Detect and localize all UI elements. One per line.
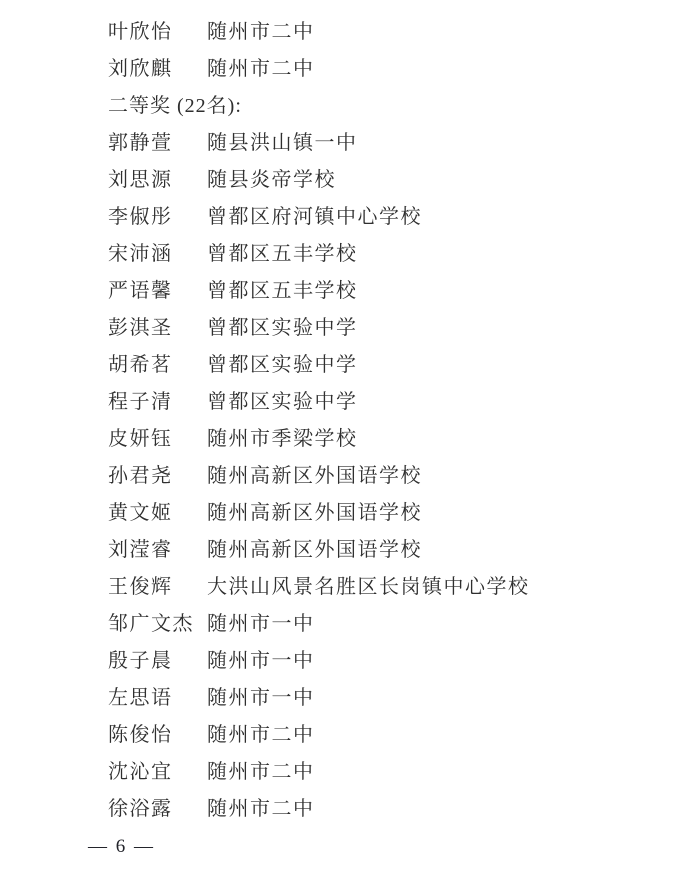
award-entry-row <box>108 418 700 455</box>
award-entry-row <box>108 233 700 270</box>
student-name: 孙君尧 <box>108 465 173 487</box>
award-entry-row <box>108 122 700 159</box>
award-entry-row <box>108 529 700 566</box>
student-name: 沈沁宜 <box>108 761 173 783</box>
school-name: 随州市一中 <box>207 687 315 709</box>
school-name: 大洪山风景名胜区长岗镇中心学校 <box>207 576 530 598</box>
student-name: 叶欣怡 <box>108 21 173 43</box>
page-footer <box>0 828 700 865</box>
school-name: 随县炎帝学校 <box>207 169 336 191</box>
school-name: 随州市二中 <box>207 58 315 80</box>
school-name: 随州高新区外国语学校 <box>207 539 422 561</box>
student-name: 皮妍钰 <box>108 428 173 450</box>
student-name: 严语馨 <box>108 280 173 302</box>
school-name: 曾都区实验中学 <box>207 391 358 413</box>
award-entry-row <box>108 751 700 788</box>
student-name: 王俊辉 <box>108 576 173 598</box>
school-name: 曾都区五丰学校 <box>207 280 358 302</box>
school-name: 随州市一中 <box>207 613 315 635</box>
school-name: 随州高新区外国语学校 <box>207 465 422 487</box>
award-entry-row <box>108 11 700 48</box>
award-entry-row <box>108 492 700 529</box>
student-name: 黄文姬 <box>108 502 173 524</box>
award-entry-row <box>108 196 700 233</box>
award-entry-row <box>108 566 700 603</box>
award-entry-row <box>108 640 700 677</box>
school-name: 随州市二中 <box>207 798 315 820</box>
school-name: 曾都区五丰学校 <box>207 243 358 265</box>
award-entry-row <box>108 603 700 640</box>
school-name: 曾都区府河镇中心学校 <box>207 206 422 228</box>
school-name: 随州市二中 <box>207 21 315 43</box>
student-name: 左思语 <box>108 687 173 709</box>
school-name: 曾都区实验中学 <box>207 317 358 339</box>
school-name: 曾都区实验中学 <box>207 354 358 376</box>
student-name: 刘欣麒 <box>108 58 173 80</box>
award-entry-row <box>108 677 700 714</box>
student-name: 李俶彤 <box>108 206 173 228</box>
award-entry-row <box>108 344 700 381</box>
school-name: 随州高新区外国语学校 <box>207 502 422 524</box>
school-name: 随县洪山镇一中 <box>207 132 358 154</box>
school-name: 随州市季梁学校 <box>207 428 358 450</box>
student-name: 宋沛涵 <box>108 243 173 265</box>
award-entry-row <box>108 307 700 344</box>
student-name: 程子清 <box>108 391 173 413</box>
student-name: 殷子晨 <box>108 650 173 672</box>
student-name: 邹广文杰 <box>108 613 194 635</box>
section-header-label: 二等奖 (22名): <box>108 95 242 117</box>
award-entry-row <box>108 48 700 85</box>
section-header <box>108 85 700 122</box>
student-name: 刘滢睿 <box>108 539 173 561</box>
student-name: 刘思源 <box>108 169 173 191</box>
award-entry-row <box>108 788 700 825</box>
student-name: 彭淇圣 <box>108 317 173 339</box>
school-name: 随州市二中 <box>207 761 315 783</box>
award-entry-row <box>108 455 700 492</box>
school-name: 随州市一中 <box>207 650 315 672</box>
school-name: 随州市二中 <box>207 724 315 746</box>
student-name: 徐浴露 <box>108 798 173 820</box>
student-name: 胡希茗 <box>108 354 173 376</box>
page-number: — 6 — <box>88 835 155 857</box>
award-entry-row <box>108 270 700 307</box>
student-name: 陈俊怡 <box>108 724 173 746</box>
award-entry-row <box>108 159 700 196</box>
award-entry-row <box>108 381 700 418</box>
student-name: 郭静萱 <box>108 132 173 154</box>
award-entry-row <box>108 714 700 751</box>
